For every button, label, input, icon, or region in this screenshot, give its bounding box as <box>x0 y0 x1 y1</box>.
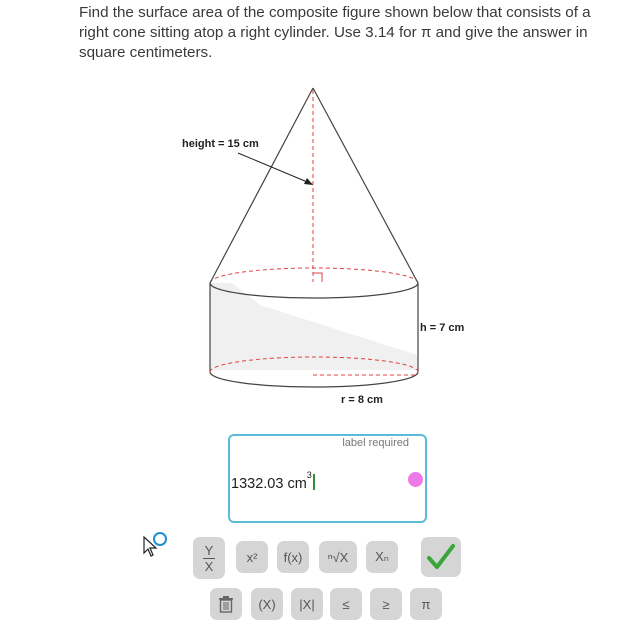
subscript-key[interactable]: Xₙ <box>366 541 398 573</box>
radius-label: r = 8 cm <box>341 394 383 406</box>
bottom-ellipse-front <box>210 372 418 387</box>
top-ellipse-back <box>210 268 418 283</box>
cylinder-height-label: h = 7 cm <box>420 322 465 334</box>
height-label: height = 15 cm <box>182 138 259 150</box>
fraction-denominator: X <box>204 558 214 574</box>
submit-check-button[interactable] <box>421 537 461 577</box>
status-dot <box>408 472 423 487</box>
pi-key[interactable]: π <box>410 588 442 620</box>
trash-icon <box>218 595 234 613</box>
text-caret <box>313 474 315 490</box>
power-key[interactable]: x² <box>236 541 268 573</box>
fraction-key[interactable] <box>193 537 225 579</box>
height-arrowhead <box>304 178 313 185</box>
fraction-numerator: Y <box>204 542 214 558</box>
right-angle-marker <box>313 273 322 282</box>
absolute-value-key[interactable]: |X| <box>291 588 323 620</box>
label-required-hint: label required <box>342 437 409 449</box>
answer-input[interactable] <box>228 434 427 523</box>
delete-key[interactable] <box>210 588 242 620</box>
answer-number: 1332.03 cm <box>231 476 307 492</box>
parentheses-key[interactable]: (X) <box>251 588 283 620</box>
root-key[interactable]: ⁿ√X <box>319 541 357 573</box>
answer-exponent: 3 <box>306 470 312 480</box>
less-equal-key[interactable]: ≤ <box>330 588 362 620</box>
cone-right-edge <box>313 88 418 283</box>
question-prompt: Find the surface area of the composite figure shown below that consists of a right cone sitting atop a right cylinder. Use 3.14 for π and give the answer in square centimeters. <box>79 4 591 61</box>
greater-equal-key[interactable]: ≥ <box>370 588 402 620</box>
cursor-ring-icon <box>153 532 167 546</box>
function-key[interactable]: f(x) <box>277 541 309 573</box>
answer-value <box>231 470 315 492</box>
height-arrow <box>238 153 312 184</box>
cone-left-edge <box>210 88 313 283</box>
checkmark-icon <box>426 543 456 571</box>
